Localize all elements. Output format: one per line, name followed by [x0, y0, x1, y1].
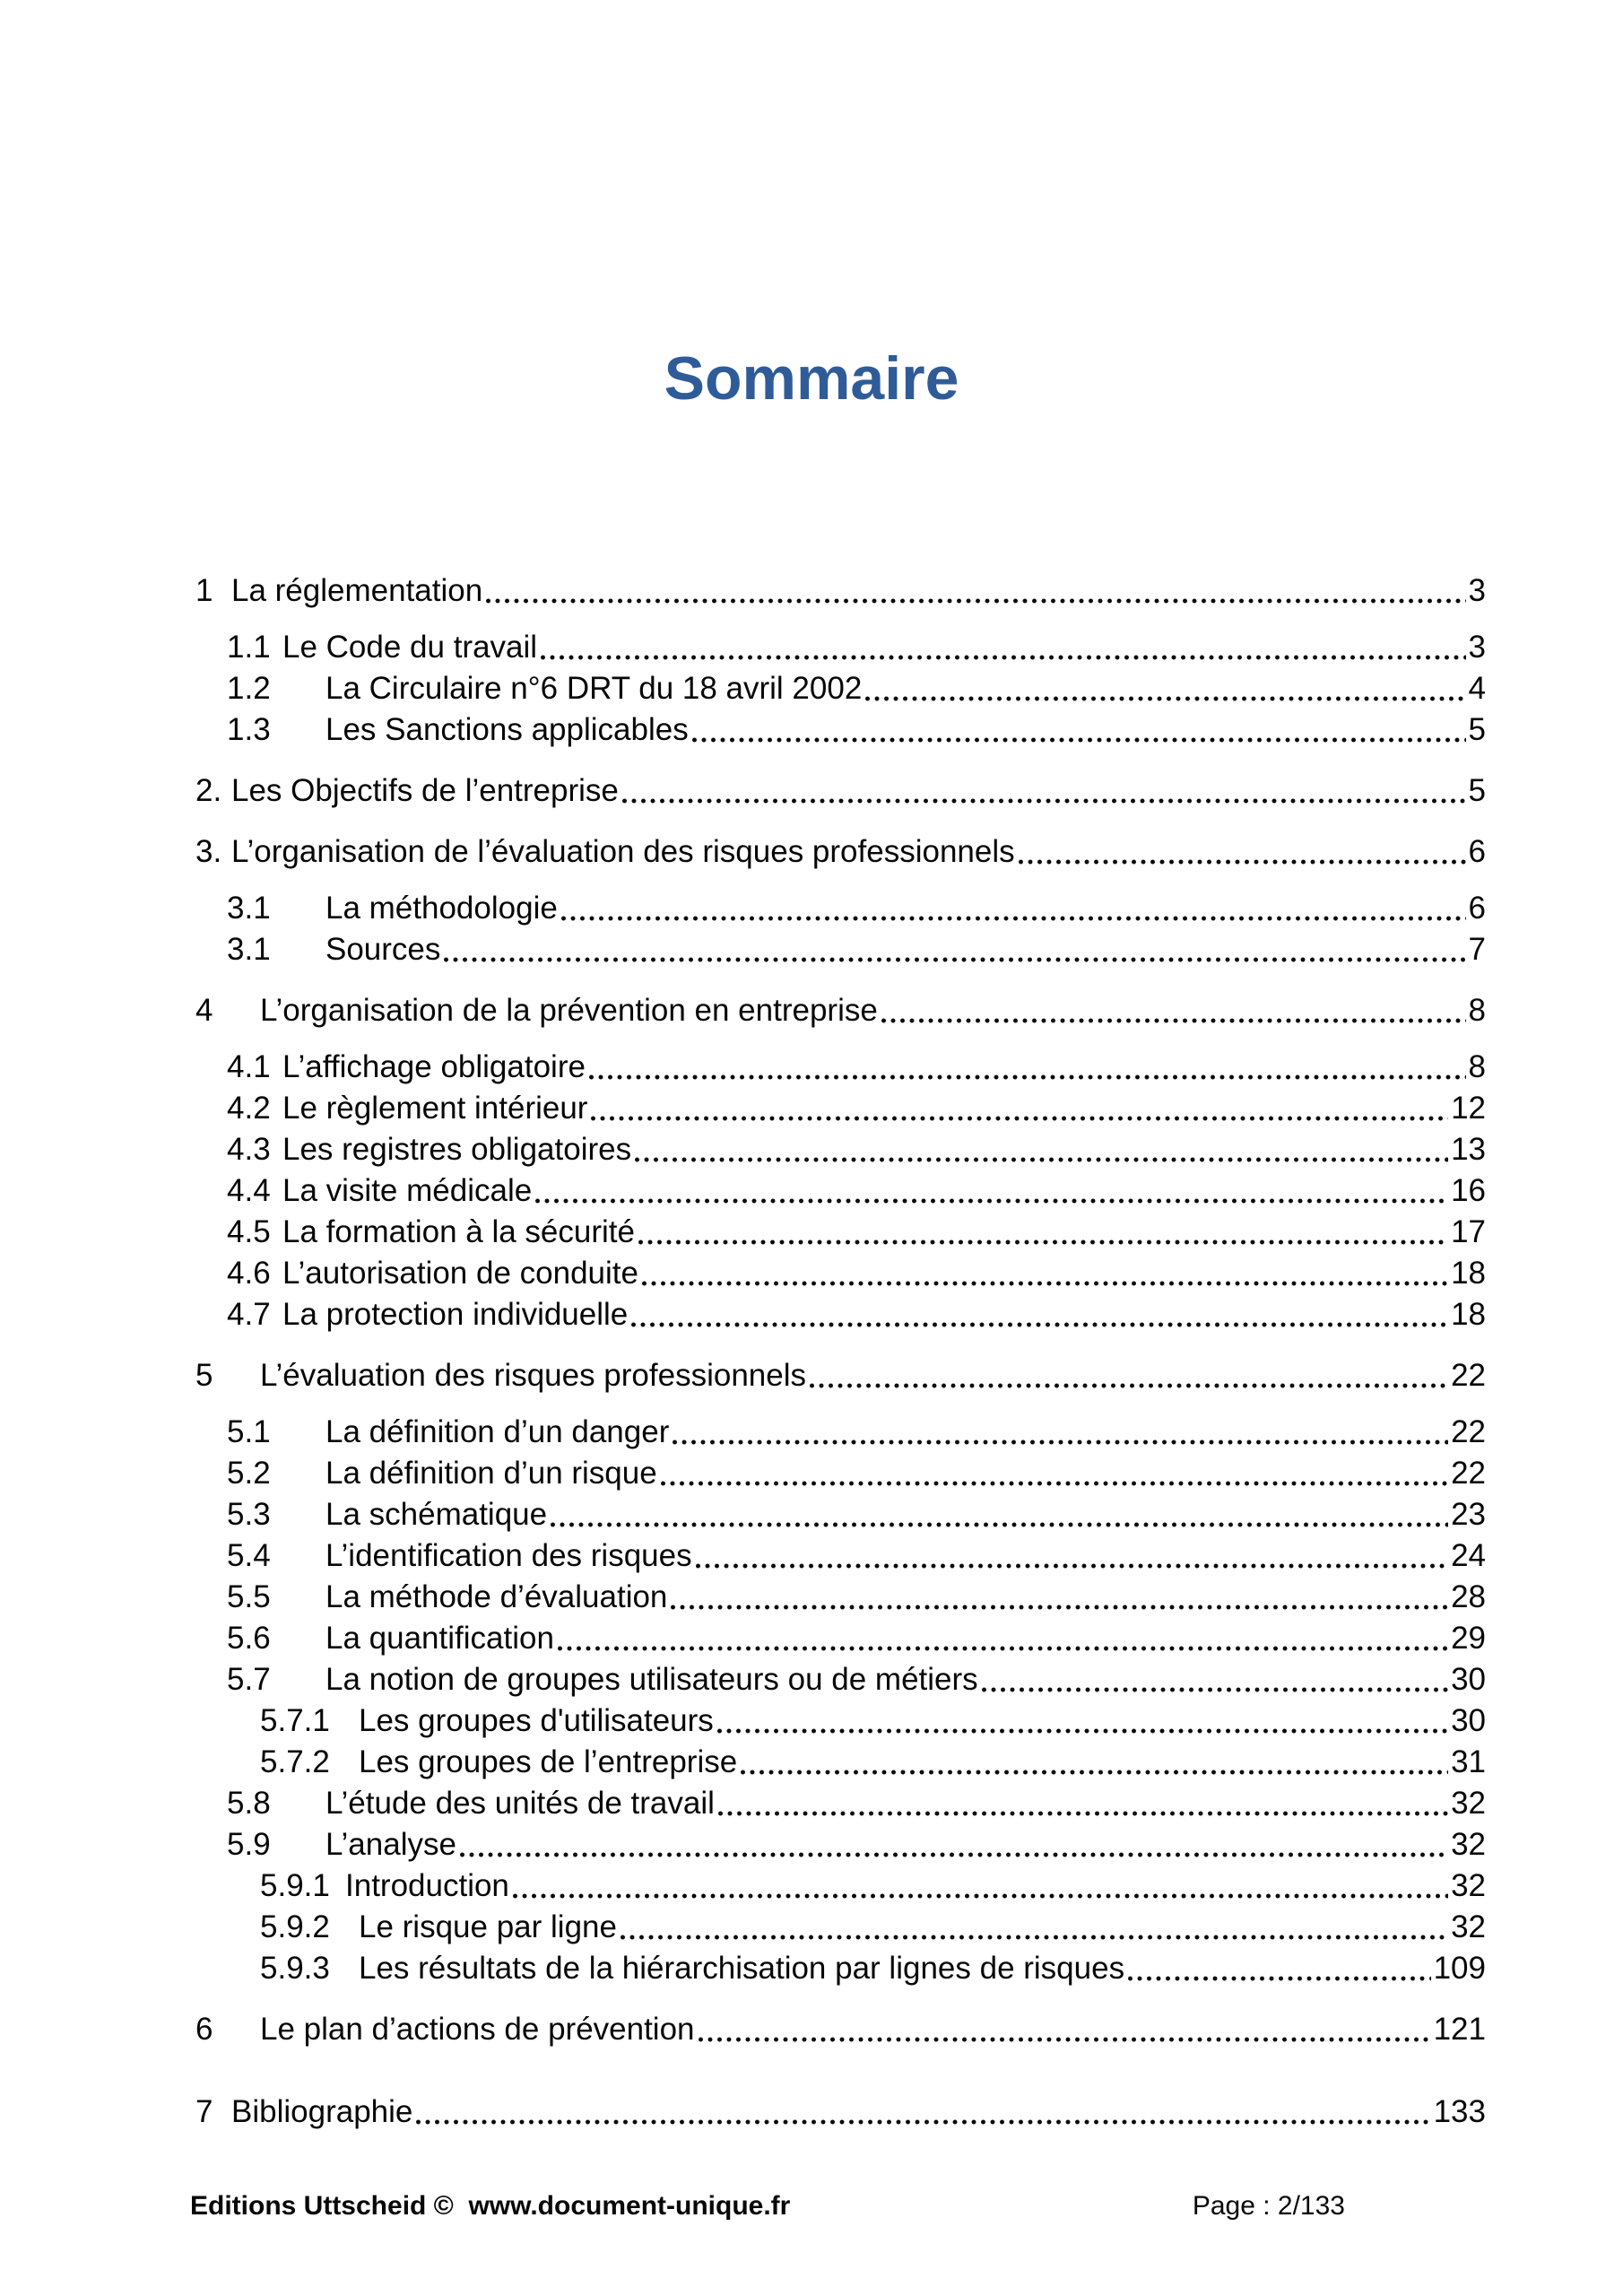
toc-entry — [195, 831, 1486, 873]
toc-dot-leader — [642, 1281, 1448, 1286]
toc-dot-leader — [673, 1439, 1448, 1445]
toc-entry-label: L’affichage obligatoire — [282, 1049, 586, 1084]
toc-entry — [195, 888, 1486, 929]
toc-entry-number: 2. — [195, 773, 222, 808]
toc-entry — [195, 1535, 1486, 1577]
toc-dot-leader — [1019, 859, 1466, 865]
toc-entry-page: 32 — [1451, 1827, 1486, 1862]
toc-entry — [195, 1866, 1486, 1907]
toc-dot-leader — [699, 2037, 1431, 2042]
toc-entry-label: Les Sanctions applicables — [325, 712, 689, 747]
toc-entry-number: 4.6 — [227, 1256, 271, 1291]
toc-entry-number: 5.7.2 — [260, 1744, 330, 1779]
toc-entry-label: Les groupes d'utilisateurs — [359, 1703, 714, 1738]
toc-dot-leader — [671, 1605, 1448, 1610]
toc-entry-number: 5.9.1 — [260, 1868, 330, 1903]
toc-dot-leader — [622, 798, 1466, 804]
toc-entry-number: 5.2 — [227, 1456, 271, 1491]
toc-dot-leader — [589, 1074, 1466, 1080]
toc-entry-label: Le Code du travail — [282, 630, 538, 665]
toc-entry-page: 12 — [1451, 1091, 1486, 1126]
toc-entry-page: 22 — [1451, 1456, 1486, 1491]
toc-dot-leader — [513, 1893, 1448, 1899]
toc-dot-leader — [692, 737, 1466, 743]
toc-entry — [195, 770, 1486, 812]
toc-entry-number: 5.3 — [227, 1497, 271, 1532]
toc-entry-number: 1.3 — [227, 712, 271, 747]
toc-entry-number: 4.4 — [227, 1173, 271, 1208]
toc-entry-page: 17 — [1451, 1214, 1486, 1249]
toc-entry-page: 16 — [1451, 1173, 1486, 1208]
toc-entry-label: La méthode d’évaluation — [325, 1579, 668, 1614]
toc-entry-number: 5.7 — [227, 1662, 271, 1697]
toc-dot-leader — [661, 1481, 1448, 1486]
toc-entry-label: La définition d’un danger — [325, 1414, 670, 1449]
toc-entry-label: Les résultats de la hiérarchisation par lignes de risques — [359, 1951, 1125, 1986]
toc-entry-page: 8 — [1468, 1049, 1486, 1084]
toc-dot-leader — [551, 1522, 1448, 1527]
toc-entry-label: La Circulaire n°6 DRT du 18 avril 2002 — [325, 671, 863, 706]
toc-entry — [195, 1783, 1486, 1824]
toc-entry — [195, 1047, 1486, 1088]
toc-entry-page: 29 — [1451, 1621, 1486, 1656]
toc-entry-label: Le règlement intérieur — [282, 1091, 588, 1126]
toc-entry-page: 30 — [1451, 1662, 1486, 1697]
toc-entry-label: La quantification — [325, 1621, 554, 1656]
toc-dot-leader — [865, 696, 1465, 701]
toc-entry — [195, 668, 1486, 709]
toc-dot-leader — [881, 1018, 1466, 1023]
toc-entry-number: 6 — [195, 2012, 213, 2047]
toc-entry-label: La schématique — [325, 1497, 548, 1532]
toc-entry-label: La visite médicale — [282, 1173, 533, 1208]
toc-entry-page: 32 — [1451, 1786, 1486, 1821]
toc-entry-page: 6 — [1468, 834, 1486, 869]
toc-entry — [195, 1088, 1486, 1129]
toc-entry — [195, 2009, 1486, 2050]
toc-entry-label: Bibliographie — [231, 2094, 413, 2129]
toc-entry-page: 18 — [1451, 1297, 1486, 1332]
toc-entry — [195, 570, 1486, 612]
toc-entry-number: 4 — [195, 993, 213, 1028]
toc-entry — [195, 1577, 1486, 1618]
toc-entry-number: 5.5 — [227, 1579, 271, 1614]
toc-entry-page: 18 — [1451, 1256, 1486, 1291]
toc-entry-page: 28 — [1451, 1579, 1486, 1614]
toc-entry — [195, 1253, 1486, 1294]
toc-entry-label: Le risque par ligne — [359, 1909, 617, 1944]
toc-entry-label: Sources — [325, 932, 441, 967]
toc-entry-label: L’étude des unités de travail — [325, 1786, 715, 1821]
toc-entry-page: 7 — [1468, 932, 1486, 967]
toc-entry-number: 1.2 — [227, 671, 271, 706]
toc-entry-label: La notion de groupes utilisateurs ou de métiers — [325, 1662, 978, 1697]
toc-entry-number: 3. — [195, 834, 222, 869]
table-of-contents — [0, 570, 1623, 2133]
toc-entry — [195, 1742, 1486, 1783]
toc-entry — [195, 1129, 1486, 1170]
toc-dot-leader — [810, 1383, 1448, 1388]
toc-entry-number: 5 — [195, 1358, 213, 1393]
toc-entry — [195, 1294, 1486, 1335]
toc-entry — [195, 1618, 1486, 1659]
toc-entry-label: Introduction — [345, 1868, 509, 1903]
toc-entry-number: 5.8 — [227, 1786, 271, 1821]
toc-entry-page: 23 — [1451, 1497, 1486, 1532]
toc-dot-leader — [718, 1811, 1448, 1816]
toc-entry-number: 4.3 — [227, 1132, 271, 1167]
footer-page-indicator: Page : 2/133 — [1192, 2191, 1345, 2221]
toc-entry-page: 6 — [1468, 891, 1486, 926]
toc-entry-label: L’analyse — [325, 1827, 456, 1862]
toc-entry-page: 22 — [1451, 1414, 1486, 1449]
toc-entry-page: 24 — [1451, 1538, 1486, 1573]
toc-entry-number: 5.4 — [227, 1538, 271, 1573]
toc-entry — [195, 1907, 1486, 1948]
toc-entry-label: La protection individuelle — [282, 1297, 629, 1332]
toc-entry — [195, 1412, 1486, 1453]
toc-entry — [195, 1170, 1486, 1212]
toc-entry-number: 4.2 — [227, 1091, 271, 1126]
toc-entry — [195, 929, 1486, 970]
toc-entry-label: L’autorisation de conduite — [282, 1256, 638, 1291]
toc-entry-number: 5.6 — [227, 1621, 271, 1656]
toc-dot-leader — [561, 916, 1466, 921]
toc-entry-page: 133 — [1433, 2094, 1486, 2129]
toc-entry-number: 5.7.1 — [260, 1703, 330, 1738]
footer-publisher-text: Editions Uttscheid © www.document-unique.fr — [190, 2191, 791, 2221]
toc-dot-leader — [444, 957, 1465, 962]
toc-entry-page: 8 — [1468, 993, 1486, 1028]
toc-entry — [195, 1948, 1486, 1989]
toc-dot-leader — [982, 1687, 1448, 1692]
toc-entry-number: 1.1 — [227, 630, 271, 665]
toc-entry — [195, 1494, 1486, 1535]
page-title: Sommaire — [664, 344, 959, 413]
toc-dot-leader — [591, 1116, 1448, 1121]
toc-entry — [195, 627, 1486, 668]
toc-dot-leader — [631, 1322, 1448, 1327]
toc-entry-page: 4 — [1468, 671, 1486, 706]
toc-entry-label: La méthodologie — [325, 891, 558, 926]
toc-entry-label: L’identification des risques — [325, 1538, 692, 1573]
toc-entry-page: 13 — [1451, 1132, 1486, 1167]
toc-dot-leader — [460, 1852, 1448, 1857]
toc-entry-page: 30 — [1451, 1703, 1486, 1738]
toc-entry-page: 32 — [1451, 1909, 1486, 1944]
toc-dot-leader — [541, 655, 1465, 660]
toc-entry-label: La réglementation — [231, 573, 483, 608]
toc-entry-number: 4.5 — [227, 1214, 271, 1249]
toc-entry-number: 5.9.2 — [260, 1909, 330, 1944]
toc-entry — [195, 1453, 1486, 1494]
toc-entry-label: La définition d’un risque — [325, 1456, 657, 1491]
toc-dot-leader — [621, 1935, 1448, 1940]
toc-entry — [195, 1212, 1486, 1253]
toc-entry-number: 3.1 — [227, 891, 271, 926]
toc-entry-label: L’organisation de la prévention en entreprise — [260, 993, 878, 1028]
toc-entry-page: 31 — [1451, 1744, 1486, 1779]
toc-dot-leader — [741, 1770, 1448, 1775]
toc-entry-number: 5.1 — [227, 1414, 271, 1449]
toc-entry-label: L’organisation de l’évaluation des risques professionnels — [231, 834, 1015, 869]
toc-entry-page: 109 — [1433, 1951, 1486, 1986]
toc-dot-leader — [635, 1157, 1448, 1162]
toc-entry-number: 3.1 — [227, 932, 271, 967]
toc-dot-leader — [696, 1563, 1448, 1569]
toc-entry — [195, 990, 1486, 1031]
toc-entry-number: 4.7 — [227, 1297, 271, 1332]
toc-entry-label: L’évaluation des risques professionnels — [260, 1358, 806, 1393]
toc-entry-label: Le plan d’actions de prévention — [260, 2012, 695, 2047]
toc-entry-page: 121 — [1433, 2012, 1486, 2047]
toc-entry-number: 5.9.3 — [260, 1951, 330, 1986]
toc-entry-label: Les Objectifs de l’entreprise — [231, 773, 619, 808]
toc-entry-page: 5 — [1468, 773, 1486, 808]
page-footer — [190, 2188, 1345, 2224]
toc-entry — [195, 1824, 1486, 1866]
toc-entry-page: 22 — [1451, 1358, 1486, 1393]
toc-entry — [195, 2092, 1486, 2133]
toc-entry-number: 1 — [195, 573, 213, 608]
toc-entry — [195, 709, 1486, 751]
toc-entry — [195, 1355, 1486, 1396]
toc-entry-label: Les groupes de l’entreprise — [359, 1744, 738, 1779]
toc-entry — [195, 1659, 1486, 1700]
toc-entry-page: 3 — [1468, 573, 1486, 608]
toc-dot-leader — [535, 1198, 1448, 1204]
toc-entry-number: 5.9 — [227, 1827, 271, 1862]
toc-dot-leader — [1128, 1976, 1431, 1981]
toc-entry-page: 5 — [1468, 712, 1486, 747]
toc-entry-label: La formation à la sécurité — [282, 1214, 635, 1249]
toc-entry-page: 32 — [1451, 1868, 1486, 1903]
toc-dot-leader — [486, 598, 1465, 604]
toc-entry-number: 7 — [195, 2094, 213, 2129]
toc-dot-leader — [416, 2119, 1430, 2125]
toc-entry-page: 3 — [1468, 630, 1486, 665]
toc-dot-leader — [558, 1646, 1448, 1651]
toc-entry — [195, 1700, 1486, 1742]
toc-dot-leader — [717, 1728, 1448, 1734]
toc-entry-label: Les registres obligatoires — [282, 1132, 632, 1167]
toc-dot-leader — [638, 1239, 1448, 1245]
toc-entry-number: 4.1 — [227, 1049, 271, 1084]
